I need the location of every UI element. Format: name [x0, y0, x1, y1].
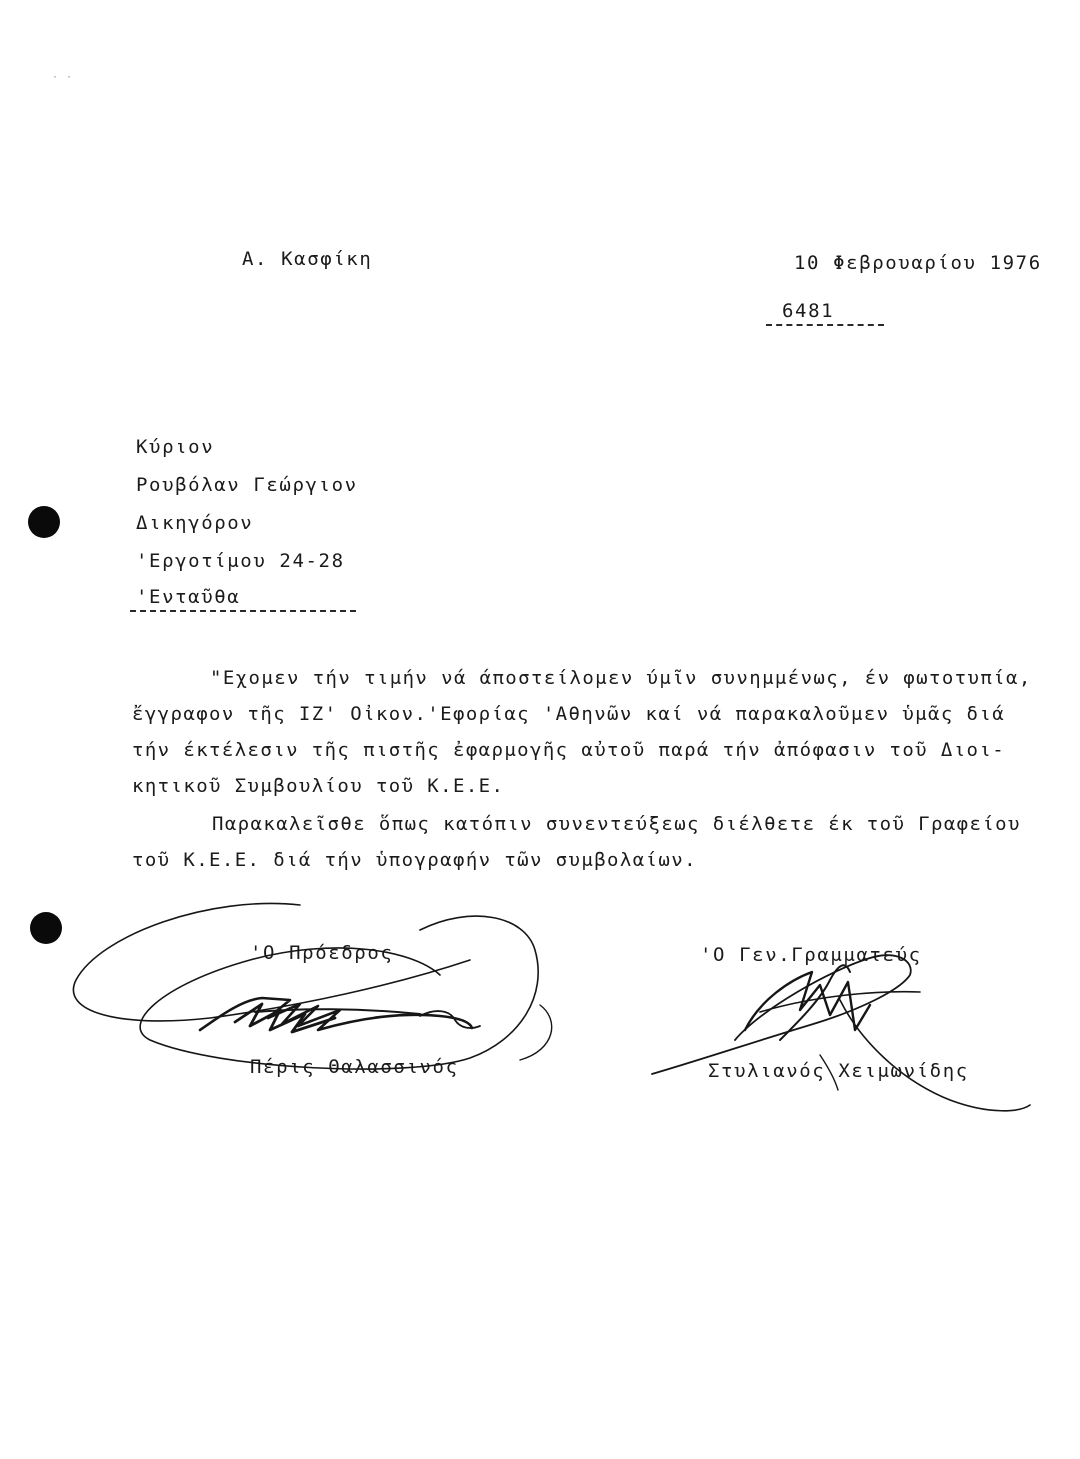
reference-number: 6481 [782, 300, 835, 322]
body-line: τοῦ Κ.Ε.Ε. διά τήν ὑπογραφήν τῶν συμβολαίων. [132, 849, 697, 871]
signatory-name-secretary: Στυλιανός Χειμωνίδης [708, 1060, 969, 1082]
body-line: Παρακαλεῖσθε ὅπως κατόπιν συνεντεύξεως διέλθετε έκ τοῦ Γραφείου [212, 813, 1021, 835]
signatory-role-secretary: 'Ο Γεν.Γραμματεύς [700, 944, 922, 966]
body-line: τήν έκτέλεσιν τῆς πιστῆς ἐφαρμογῆς αὐτοῦ παρά τήν ἀπόφασιν τοῦ Διοι- [132, 739, 1006, 761]
scan-specks: ·· [52, 72, 81, 83]
letter-date: 10 Φεβρουαρίου 1976 [794, 252, 1042, 274]
body-line: κητικοῦ Συμβουλίου τοῦ Κ.Ε.Ε. [132, 775, 505, 797]
recipient-city: 'Ενταῦθα [136, 586, 241, 608]
recipient-title: Δικηγόρον [136, 512, 254, 534]
recipient-name: Ρουβόλαν Γεώργιον [136, 474, 358, 496]
body-line: "Εχομεν τήν τιμήν νά άποστείλομεν ύμῖν συνημμένως, έν φωτοτυπία, [210, 667, 1032, 689]
signatory-name-president: Πέρις Θαλασσινός [250, 1056, 459, 1078]
sender-initials: Α. Κασφίκη [242, 248, 373, 270]
recipient-street: 'Εργοτίμου 24-28 [136, 550, 345, 572]
signatory-role-president: 'Ο Πρόεδρος [250, 942, 394, 964]
recipient-salutation: Κύριον [136, 436, 215, 458]
body-line: ἔγγραφον τῆς ΙΖ' Οἰκον.'Εφορίας 'Αθηνῶν καί νά παρακαλοῦμεν ὑμᾶς διά [132, 703, 1006, 725]
